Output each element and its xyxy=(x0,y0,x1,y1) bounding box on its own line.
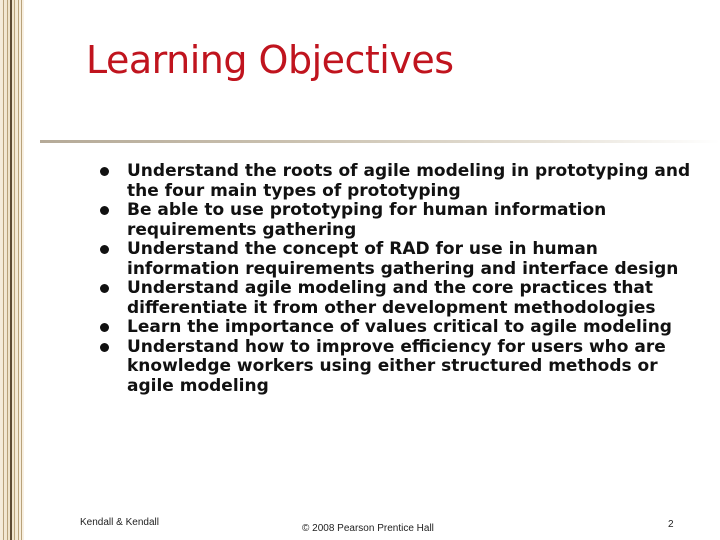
footer-author: Kendall & Kendall xyxy=(80,517,159,528)
list-item-text: Understand the roots of agile modeling in prototyping and the four main types of prototyping xyxy=(127,161,691,201)
list-item-text: Learn the importance of values critical to agile modeling xyxy=(127,317,672,337)
bullet-dot-icon xyxy=(100,284,109,293)
bullet-dot-icon xyxy=(100,245,109,254)
objectives-list xyxy=(100,162,710,396)
list-item-text: Be able to use prototyping for human information requirements gathering xyxy=(127,200,607,240)
bullet-dot-icon xyxy=(100,167,109,176)
list-item xyxy=(100,338,710,397)
list-item-text: Understand how to improve efficiency for users who are knowledge workers using either structured methods or agile modeling xyxy=(127,336,666,396)
page-number: 2 xyxy=(668,519,674,530)
title-divider xyxy=(40,140,720,143)
list-item-text: Understand the concept of RAD for use in human information requirements gathering and interface design xyxy=(127,239,679,279)
footer-copyright: © 2008 Pearson Prentice Hall xyxy=(302,523,434,534)
list-item xyxy=(100,240,710,279)
list-item xyxy=(100,162,710,201)
slide-title: Learning Objectives xyxy=(86,38,454,82)
bullet-dot-icon xyxy=(100,323,109,332)
list-item xyxy=(100,201,710,240)
left-decorative-strip xyxy=(0,0,24,540)
list-item-text: Understand agile modeling and the core practices that differentiate it from other development methodologies xyxy=(127,278,656,318)
list-item xyxy=(100,279,710,318)
list-item xyxy=(100,318,710,338)
bullet-dot-icon xyxy=(100,206,109,215)
bullet-dot-icon xyxy=(100,343,109,352)
